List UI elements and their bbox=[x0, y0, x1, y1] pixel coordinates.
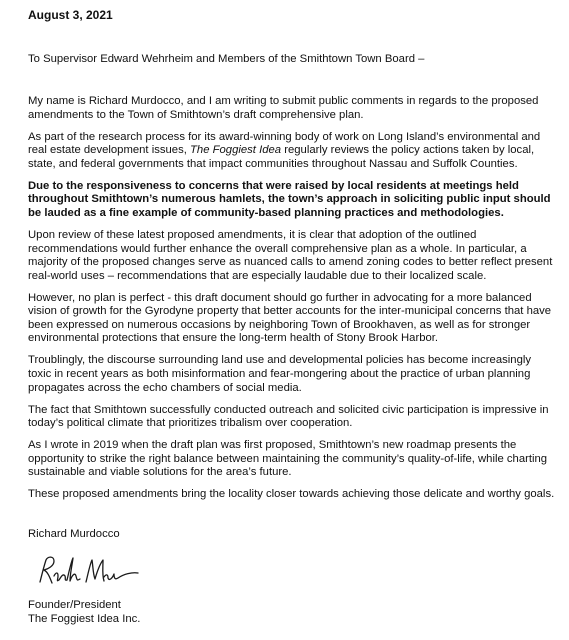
paragraph-intro: My name is Richard Murdocco, and I am writing to submit public comments in regards to the proposed amendments to the Town of Smithtown’s draft comprehensive plan. bbox=[28, 95, 539, 121]
paragraph-research-part2: regularly reviews the policy actions taken by local, state, and federal governments that impact communities throughout Nassau and Suffolk Counties. bbox=[28, 144, 535, 170]
paragraph-critique: However, no plan is perfect - this draft document should go further in advocating for a more balanced vision of growth for the Gyrodyne property that better accounts for the inter-municipal concerns that have been expressed on numerous occasions by neighboring Town of Brookhaven, as well as for stronger environmental protections that ensure the long-term health of Stony Brook Harbor. bbox=[28, 291, 552, 345]
signoff-name: Richard Murdocco bbox=[28, 528, 120, 540]
paragraph-roadmap: As I wrote in 2019 when the draft plan was first proposed, Smithtown’s new roadmap presents the opportunity to strike the right balance between maintaining the community’s quality-of-life, while charting sustainable and viable solutions for the area’s future. bbox=[28, 439, 548, 479]
paragraph-discourse: Troublingly, the discourse surrounding land use and developmental policies has become increasingly toxic in recent years as both misinformation and fear-mongering about the practice of urban planning propagates across the echo chambers of social media. bbox=[28, 354, 532, 394]
signer-organization: The Foggiest Idea Inc. bbox=[28, 612, 141, 625]
paragraph-research bbox=[28, 131, 556, 172]
paragraph-responsiveness: Due to the responsiveness to concerns that were raised by local residents at meetings held throughout Smithtown’s numerous hamlets, the town’s approach in soliciting public input should be lauded as a fine example of community-based planning practices and methodologies. bbox=[28, 179, 551, 219]
letter-salutation: To Supervisor Edward Wehrheim and Members of the Smithtown Town Board – bbox=[28, 53, 425, 65]
paragraph-conclusion: These proposed amendments bring the locality closer towards achieving those delicate and worthy goals. bbox=[28, 488, 555, 501]
letter-body bbox=[28, 95, 556, 510]
paragraph-review: Upon review of these latest proposed amendments, it is clear that adoption of the outlined recommendations would further enhance the overall comprehensive plan as a whole. In particular, a majority of the proposed changes serve as nuanced calls to amend zoning codes to better reflect present real-world uses – recommendations that are especially laudable due to their localized scale. bbox=[28, 228, 553, 282]
signer-title: Founder/President bbox=[28, 599, 121, 611]
paragraph-outreach: The fact that Smithtown successfully conducted outreach and solicited civic participation is impressive in today’s political climate that prioritizes tribalism over cooperation. bbox=[28, 403, 549, 430]
publication-name: The Foggiest Idea bbox=[190, 144, 282, 157]
signer-title-block bbox=[28, 599, 140, 626]
letter-date: August 3, 2021 bbox=[28, 8, 113, 22]
handwritten-signature bbox=[32, 552, 142, 592]
paragraph-research-part1: As part of the research process for its award-winning body of work on Long Island’s environmental and real estate development issues, bbox=[28, 130, 541, 157]
